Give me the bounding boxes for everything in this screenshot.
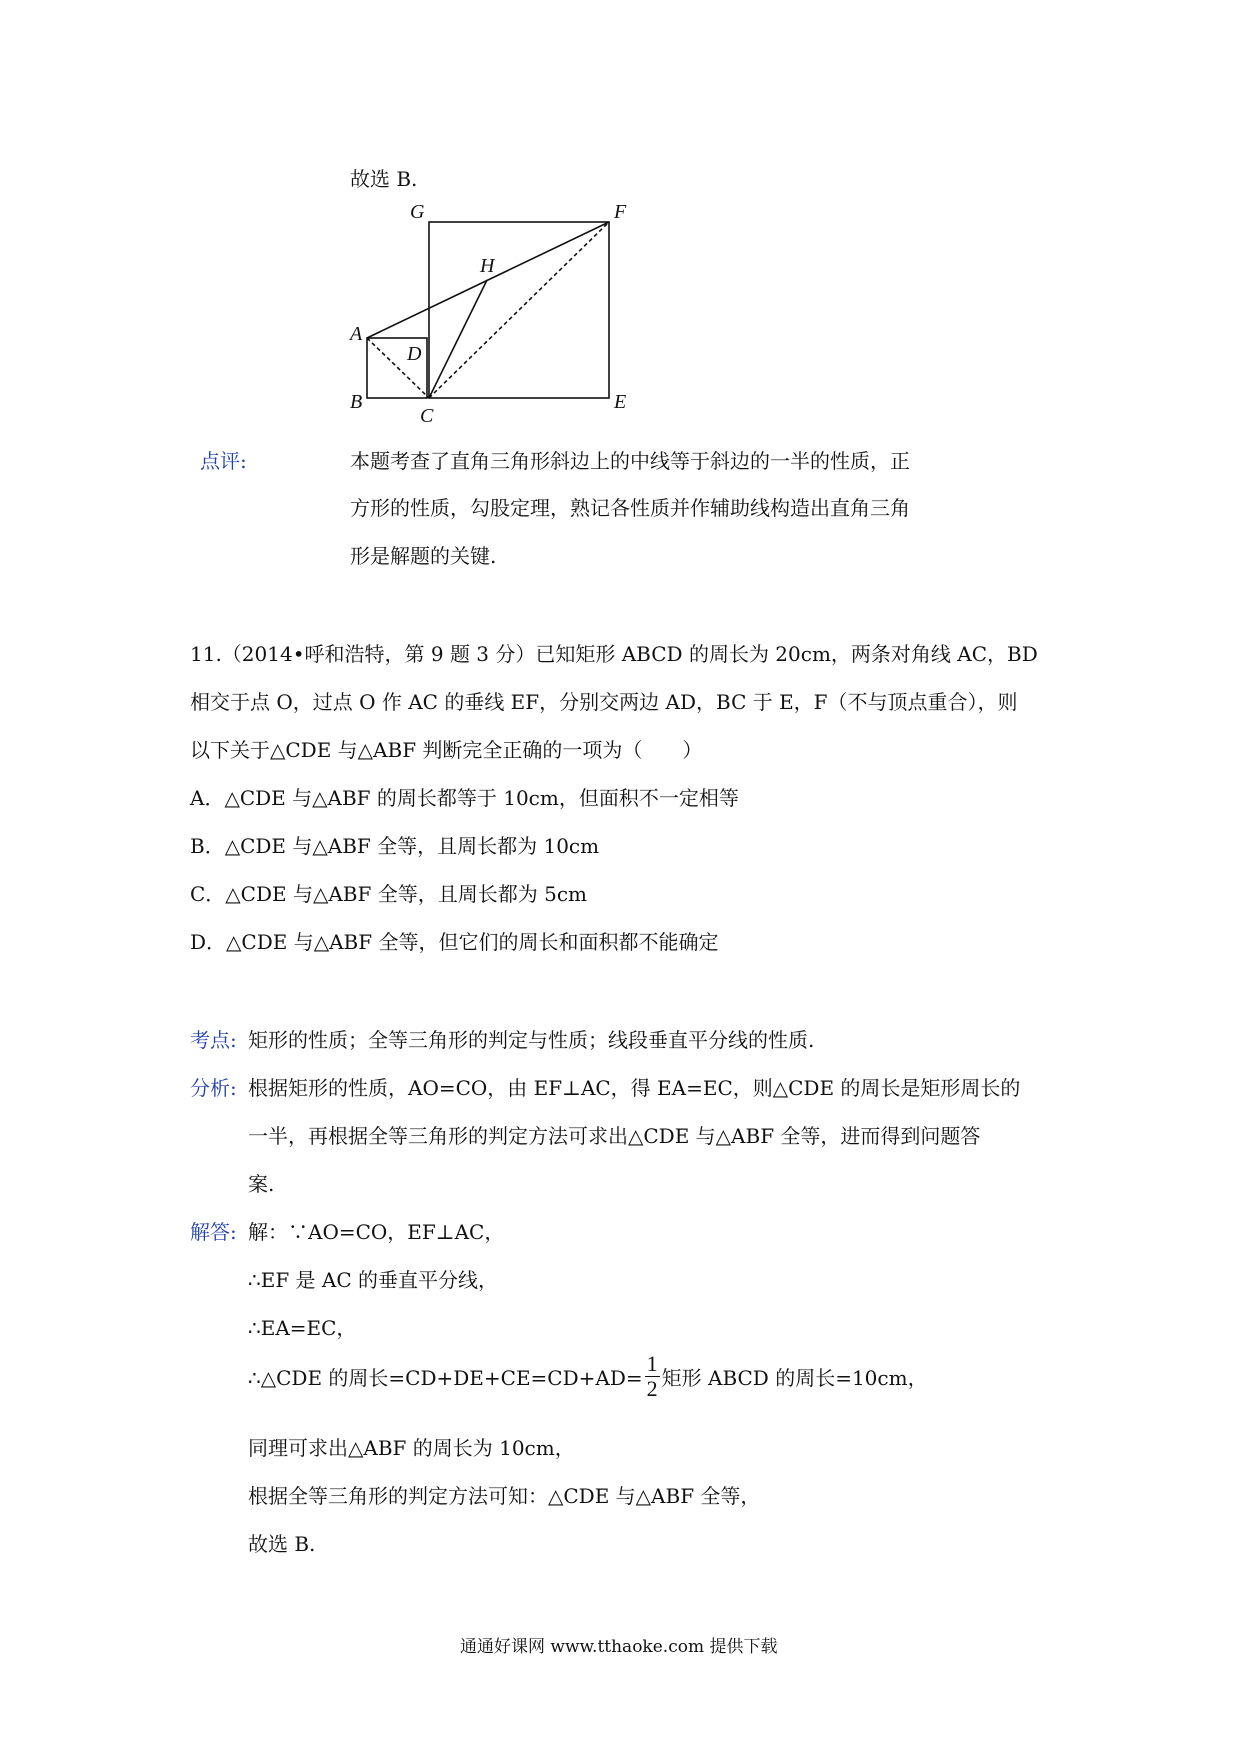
label-g: G (410, 201, 425, 223)
jieda-line-6: 根据全等三角形的判定方法可知：△CDE 与△ABF 全等， (248, 1484, 761, 1508)
option-b: B．△CDE 与△ABF 全等，且周长都为 10cm (190, 834, 600, 858)
perimeter-pre: ∴△CDE 的周长=CD+DE+CE=CD+AD= (248, 1366, 643, 1390)
jieda-line-1: 解：∵AO=CO，EF⊥AC， (248, 1220, 505, 1244)
question-line-3: 以下关于△CDE 与△ABF 判断完全正确的一项为（ ） (190, 738, 703, 762)
fenxi-label: 分析: (190, 1076, 237, 1100)
question-line-2: 相交于点 O，过点 O 作 AC 的垂线 EF，分别交两边 AD，BC 于 E，F（不与顶点重合），则 (190, 690, 1018, 714)
option-d: D．△CDE 与△ABF 全等，但它们的周长和面积都不能确定 (190, 930, 719, 954)
fraction-denominator: 2 (646, 1376, 658, 1401)
jieda-label: 解答: (190, 1220, 237, 1244)
label-b: B (350, 391, 363, 413)
label-h: H (480, 255, 495, 277)
fenxi-line-2: 一半，再根据全等三角形的判定方法可求出△CDE 与△ABF 全等，进而得到问题答 (248, 1124, 981, 1148)
geometry-figure (340, 200, 670, 430)
jieda-line-7: 故选 B. (248, 1532, 316, 1556)
fraction-one-half (645, 1353, 660, 1400)
perimeter-post: 矩形 ABCD 的周长=10cm， (661, 1366, 928, 1390)
jieda-line-5: 同理可求出△ABF 的周长为 10cm， (248, 1436, 575, 1460)
segment-af (367, 222, 609, 338)
option-c: C．△CDE 与△ABF 全等，且周长都为 5cm (190, 882, 587, 906)
fenxi-line-3: 案. (248, 1172, 275, 1196)
fraction-numerator: 1 (646, 1351, 658, 1376)
segment-ch (429, 280, 487, 398)
label-c: C (420, 405, 434, 427)
jieda-line-2: ∴EF 是 AC 的垂直平分线， (248, 1268, 499, 1292)
kaodian-label: 考点: (190, 1028, 237, 1052)
fenxi-line-1: 根据矩形的性质，AO=CO，由 EF⊥AC，得 EA=EC，则△CDE 的周长是矩形周长的 (248, 1076, 1021, 1100)
kaodian-text: 矩形的性质；全等三角形的判定与性质；线段垂直平分线的性质. (248, 1028, 815, 1052)
perimeter-equation (248, 1353, 928, 1400)
label-a: A (350, 323, 363, 345)
jieda-line-3: ∴EA=EC， (248, 1316, 357, 1340)
comment-line-3: 形是解题的关键. (350, 544, 497, 568)
comment-line-1: 本题考查了直角三角形斜边上的中线等于斜边的一半的性质，正 (350, 449, 910, 473)
dashed-cf (429, 222, 609, 398)
option-a: A．△CDE 与△ABF 的周长都等于 10cm，但面积不一定相等 (190, 786, 739, 810)
prev-conclusion: 故选 B. (350, 167, 418, 191)
question-line-1: 11.（2014•呼和浩特，第 9 题 3 分）已知矩形 ABCD 的周长为 20cm，两条对角线 AC，BD (190, 642, 1038, 666)
comment-label: 点评: (200, 449, 247, 473)
footer-text: 通通好课网 www.tthaoke.com 提供下载 (460, 1637, 778, 1657)
label-e: E (614, 391, 627, 413)
label-d: D (407, 343, 422, 365)
comment-line-2: 方形的性质，勾股定理，熟记各性质并作辅助线构造出直角三角 (350, 496, 910, 520)
label-f: F (614, 201, 627, 223)
